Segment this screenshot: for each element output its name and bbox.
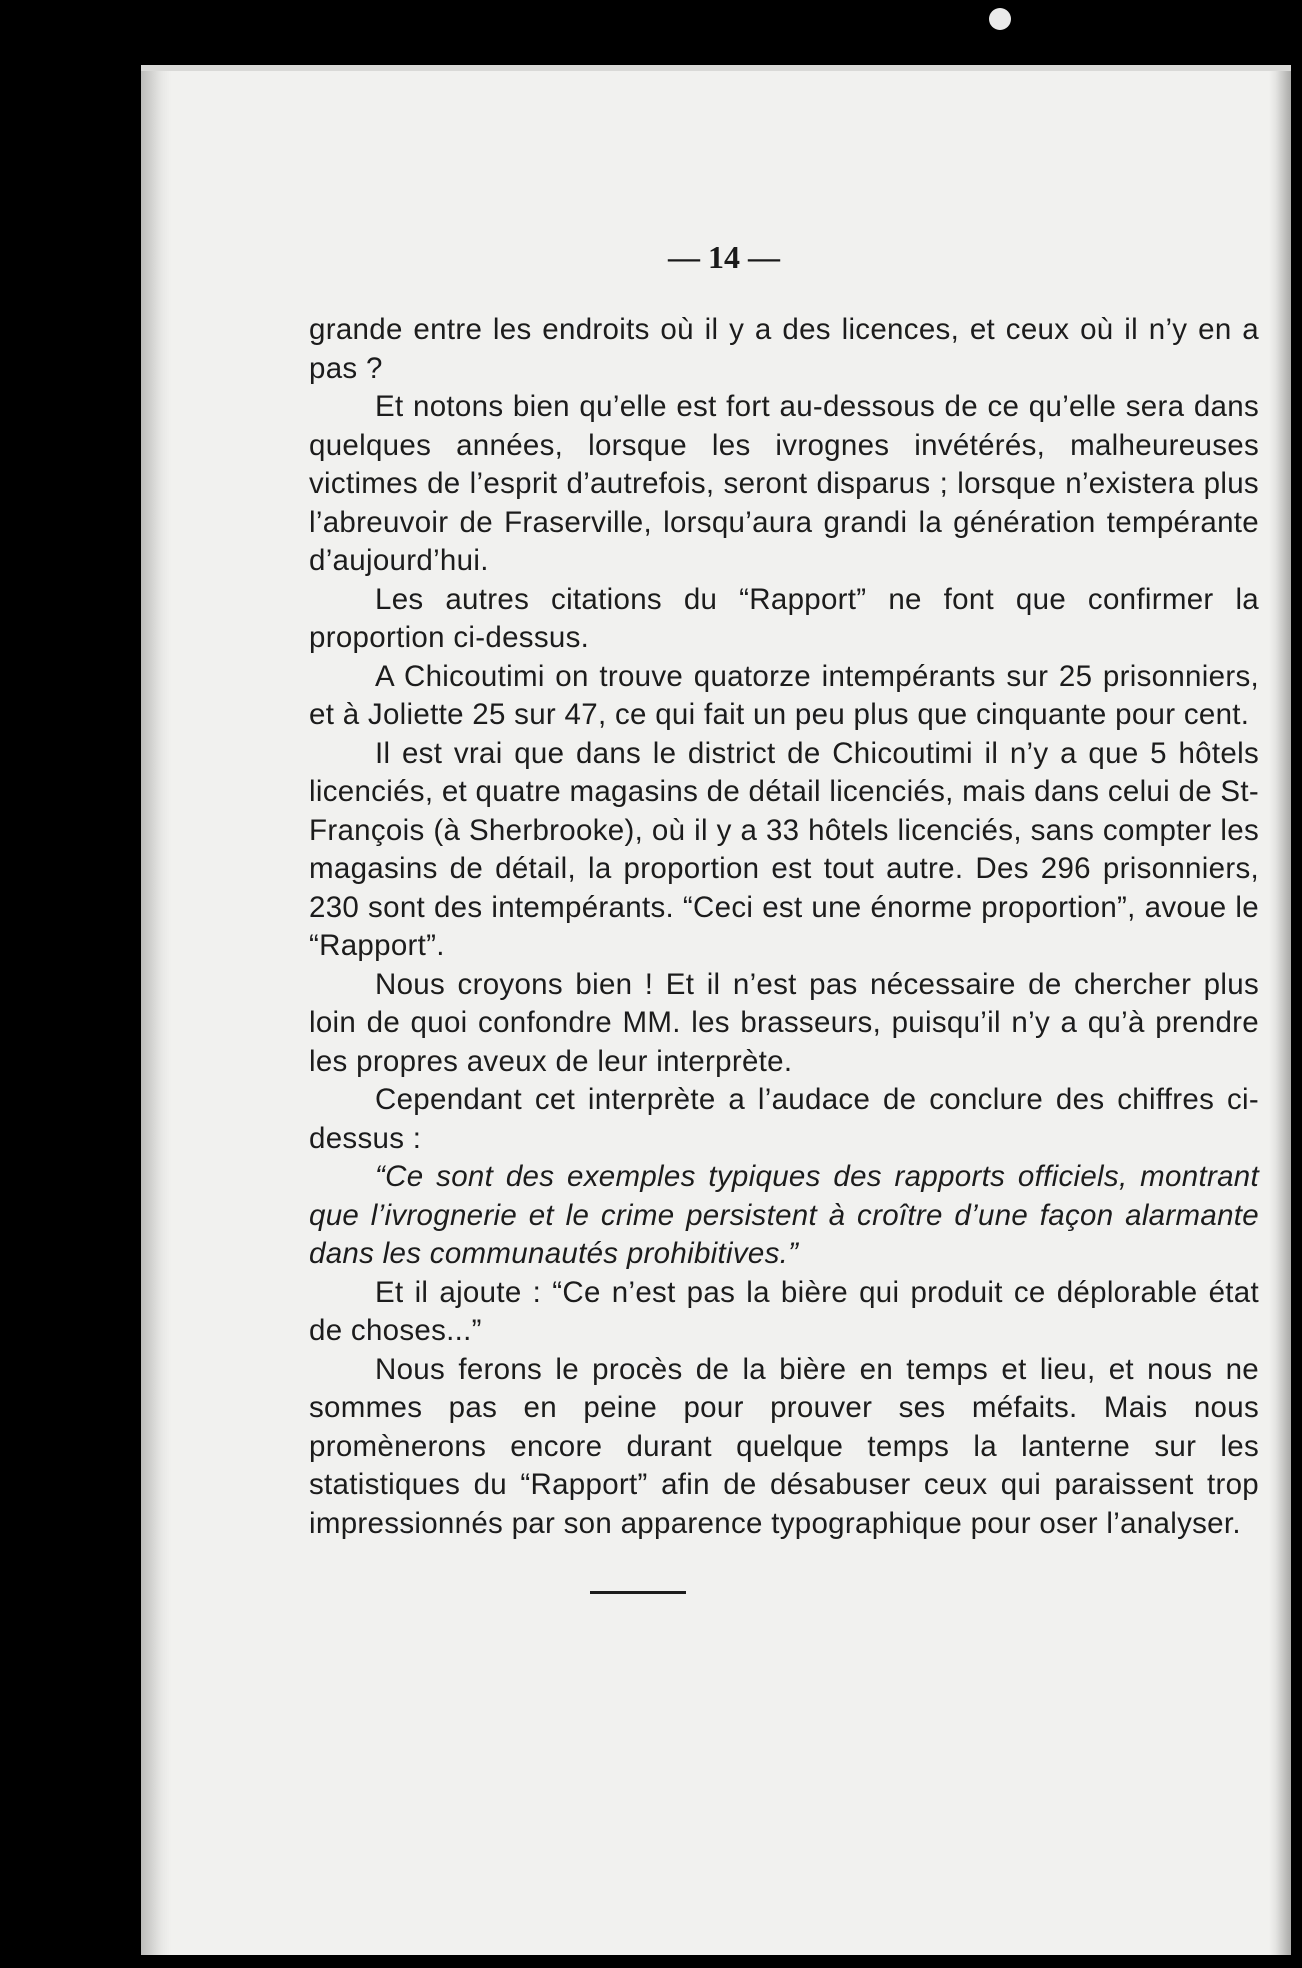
- paragraph: Cependant cet interprète a l’audace de conclure des chiffres ci-dessus :: [309, 1083, 1259, 1155]
- paragraph: grande entre les endroits où il y a des licences, et ceux où il n’y en a pas ?: [309, 313, 1259, 385]
- page-edge-shadow: [1269, 71, 1291, 1955]
- paragraph: Et il ajoute : “Ce n’est pas la bière qui produit ce déplorable état de choses...”: [309, 1275, 1259, 1347]
- paragraph: Nous ferons le procès de la bière en temps et lieu, et nous ne sommes pas en peine pour prouver ses méfaits. Mais nous promènerons encore durant quelque temps la lanterne sur les statistiques du “Rapport” afin de désabuser ceux qui paraissent trop impressionnés par son apparence typographique pour oser l’analyser.: [309, 1352, 1259, 1540]
- page-number: — 14 —: [668, 239, 780, 275]
- paragraph: A Chicoutimi on trouve quatorze intempérants sur 25 prisonniers, et à Joliette 25 sur 47, ce qui fait un peu plus que cinquante pour cent.: [309, 659, 1259, 731]
- body-text: [309, 311, 1259, 1543]
- paragraph: Les autres citations du “Rapport” ne font que confirmer la proportion ci-dessus.: [309, 582, 1259, 654]
- paragraph: Et notons bien qu’elle est fort au-dessous de ce qu’elle sera dans quelques années, lorsque les ivrognes invétérés, malheureuses victimes de l’esprit d’autrefois, seront disparus ; lorsque n’existera plus l’abreuvoir de Fraserville, lorsqu’aura grandi la génération tempérante d’aujourd’hui.: [309, 390, 1259, 577]
- book-page: [141, 65, 1291, 1955]
- quoted-paragraph: “Ce sont des exemples typiques des rapports officiels, montrant que l’ivrognerie et le crime persistent à croître d’une façon alarmante dans les communautés prohibitives.”: [309, 1160, 1259, 1270]
- paragraph: Il est vrai que dans le district de Chicoutimi il n’y a que 5 hôtels licenciés, et quatre magasins de détail licenciés, mais dans celui de St-François (à Sherbrooke), où il y a 33 hôtels licenciés, sans compter les magasins de détail, la proportion est tout autre. Des 296 prisonniers, 230 sont des intempérants. “Ceci est une énorme proportion”, avoue le “Rapport”.: [309, 736, 1259, 962]
- closing-rule: [590, 1591, 686, 1594]
- scan-artifact: [989, 8, 1011, 30]
- page-gutter-shadow: [141, 71, 171, 1955]
- paragraph: Nous croyons bien ! Et il n’est pas nécessaire de chercher plus loin de quoi confondre MM. les brasseurs, puisqu’il n’y a qu’à prendre les propres aveux de leur interprète.: [309, 967, 1259, 1078]
